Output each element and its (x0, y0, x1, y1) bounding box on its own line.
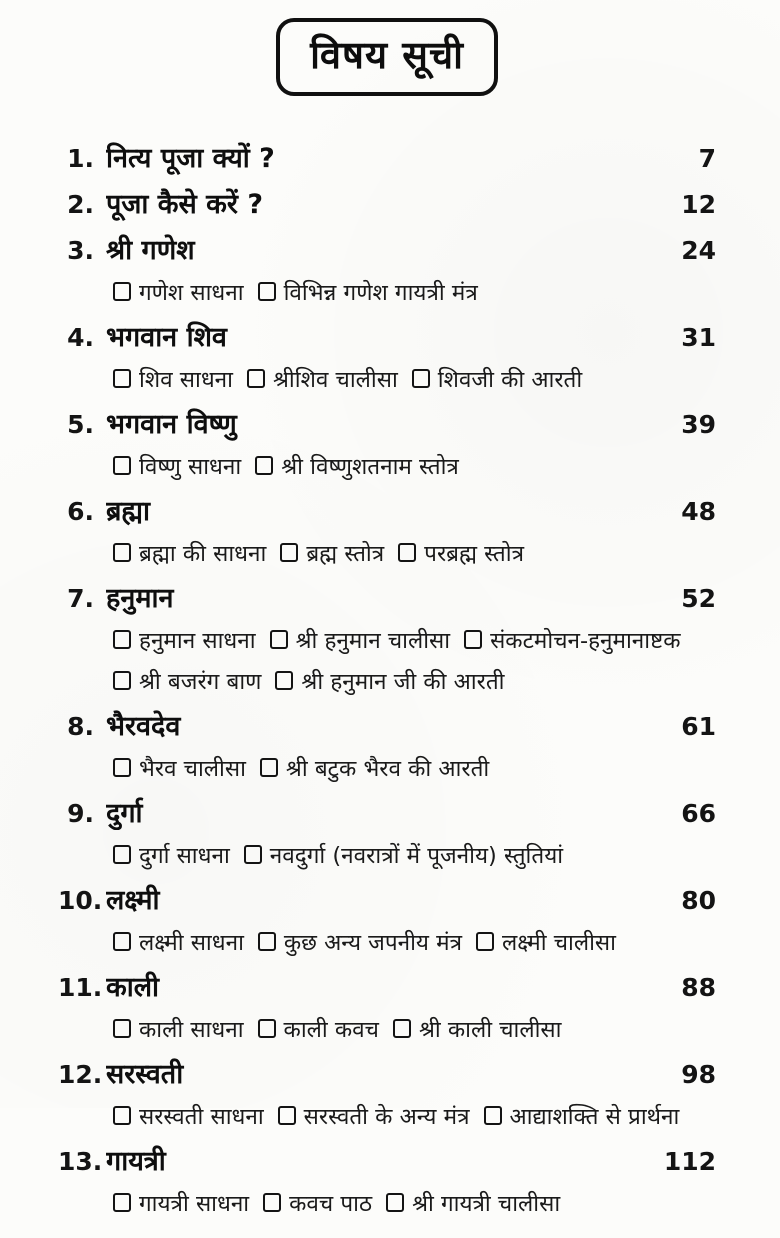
toc-entry-number: 9. (67, 799, 94, 828)
toc-entry (58, 578, 716, 615)
toc-subentry (386, 1187, 560, 1218)
toc-entry (58, 138, 716, 175)
toc-subentry-label: लक्ष्मी चालीसा (502, 930, 616, 956)
toc-subentry-row (58, 752, 716, 783)
toc-entry-title: पूजा कैसे करें ? (106, 189, 263, 220)
toc-subentry (113, 665, 261, 696)
toc-entry (58, 880, 716, 917)
toc-entry-title: ब्रह्मा (106, 496, 151, 527)
toc-subentry (476, 926, 616, 957)
toc-subentry-label: श्री विष्णुशतनाम स्तोत्र (281, 454, 459, 480)
toc-subentry (113, 1100, 264, 1131)
toc-subentry (412, 363, 582, 394)
toc-entry (58, 491, 716, 528)
toc-subentry-label: दुर्गा साधना (139, 843, 230, 869)
toc-subentry-row (58, 1187, 716, 1218)
toc-subentry-label: श्री बजरंग बाण (139, 669, 262, 695)
checkbox-bullet-icon (484, 1106, 502, 1125)
toc-entry-page-number: 61 (681, 712, 716, 741)
toc-subentry (247, 363, 398, 394)
checkbox-bullet-icon (270, 630, 288, 649)
toc-entry (58, 1141, 716, 1178)
toc-entry-title: हनुमान (106, 583, 174, 614)
toc-subentry (255, 450, 459, 481)
checkbox-bullet-icon (113, 456, 131, 475)
toc-entry-page-number: 88 (681, 973, 716, 1002)
toc-subentry-label: श्री हनुमान चालीसा (295, 628, 451, 654)
checkbox-bullet-icon (113, 932, 131, 951)
toc-subentry-label: शिव साधना (139, 367, 233, 393)
toc-subentry-label: भैरव चालीसा (139, 756, 246, 782)
toc-subentry-label: कुछ अन्य जपनीय मंत्र (283, 930, 463, 956)
toc-entry-page-number: 12 (681, 190, 716, 219)
toc-entry-page-number: 52 (681, 584, 716, 613)
toc-subentry (464, 624, 680, 655)
checkbox-bullet-icon (258, 1019, 276, 1038)
toc-entry-title: दुर्गा (106, 798, 143, 829)
toc-list (58, 138, 716, 1218)
toc-subentry-label: काली कवच (283, 1017, 379, 1043)
toc-subentry-label: श्री हनुमान जी की आरती (301, 669, 505, 695)
checkbox-bullet-icon (113, 845, 131, 864)
toc-entry-title: भगवान विष्णु (106, 409, 237, 440)
toc-entry-title: भगवान शिव (106, 322, 227, 353)
toc-entry-title: लक्ष्मी (106, 885, 160, 916)
toc-subentry-label: नवदुर्गा (नवरात्रों में पूजनीय) स्तुतियां (269, 843, 564, 869)
toc-entry-number: 6. (67, 497, 94, 526)
toc-subentry-label: सरस्वती साधना (139, 1104, 264, 1130)
toc-entry (58, 793, 716, 830)
checkbox-bullet-icon (258, 932, 276, 951)
checkbox-bullet-icon (247, 369, 265, 388)
toc-entry-number: 10. (58, 886, 103, 915)
toc-subentry-row (58, 624, 716, 655)
toc-subentry-row (58, 1013, 716, 1044)
toc-entry-page-number: 80 (681, 886, 716, 915)
toc-entry-number: 7. (67, 584, 94, 613)
toc-subentry (398, 537, 524, 568)
toc-subentry-row (58, 665, 716, 696)
toc-entry-page-number: 7 (698, 144, 716, 173)
toc-subentry-label: श्री गायत्री चालीसा (412, 1191, 561, 1217)
toc-subentry (484, 1100, 680, 1131)
toc-subentry (113, 1187, 249, 1218)
toc-subentry (258, 276, 478, 307)
toc-subentry-label: श्री काली चालीसा (418, 1017, 562, 1043)
toc-subentry (275, 665, 504, 696)
toc-entry-title: नित्य पूजा क्यों ? (106, 143, 275, 174)
toc-entry-number: 3. (67, 236, 94, 265)
checkbox-bullet-icon (260, 758, 278, 777)
toc-entry-page-number: 24 (681, 236, 716, 265)
checkbox-bullet-icon (280, 543, 298, 562)
toc-subentry (113, 926, 244, 957)
toc-subentry-label: लक्ष्मी साधना (139, 930, 244, 956)
toc-entry-number: 5. (67, 410, 94, 439)
toc-subentry-row (58, 276, 716, 307)
toc-entry-page-number: 66 (681, 799, 716, 828)
toc-entry-number: 8. (67, 712, 94, 741)
toc-entry-title: सरस्वती (106, 1059, 184, 1090)
checkbox-bullet-icon (464, 630, 482, 649)
toc-entry-title: काली (106, 972, 160, 1003)
checkbox-bullet-icon (393, 1019, 411, 1038)
toc-entry (58, 706, 716, 743)
toc-subentry (113, 624, 256, 655)
toc-subentry-row (58, 450, 716, 481)
toc-entry-title: श्री गणेश (106, 235, 195, 266)
toc-subentry-row (58, 926, 716, 957)
toc-subentry (113, 363, 233, 394)
toc-entry-page-number: 48 (681, 497, 716, 526)
checkbox-bullet-icon (113, 630, 131, 649)
toc-subentry-label: सरस्वती के अन्य मंत्र (303, 1104, 470, 1130)
toc-entry-page-number: 31 (681, 323, 716, 352)
checkbox-bullet-icon (113, 758, 131, 777)
toc-subentry-row (58, 1100, 716, 1131)
toc-subentry (278, 1100, 470, 1131)
toc-subentry (113, 839, 230, 870)
toc-subentry-label: विष्णु साधना (139, 454, 242, 480)
toc-entry-number: 4. (67, 323, 94, 352)
checkbox-bullet-icon (113, 1193, 131, 1212)
page-title: विषय सूची (276, 18, 498, 96)
checkbox-bullet-icon (263, 1193, 281, 1212)
toc-subentry-label: विभिन्न गणेश गायत्री मंत्र (283, 280, 478, 306)
toc-subentry-label: आद्याशक्ति से प्रार्थना (509, 1104, 680, 1130)
toc-entry-number: 11. (58, 973, 103, 1002)
checkbox-bullet-icon (255, 456, 273, 475)
checkbox-bullet-icon (278, 1106, 296, 1125)
toc-subentry (113, 276, 244, 307)
toc-subentry-label: कवच पाठ (289, 1191, 373, 1217)
toc-subentry (113, 450, 241, 481)
toc-entry-page-number: 39 (681, 410, 716, 439)
toc-subentry-row (58, 363, 716, 394)
toc-entry-number: 1. (67, 144, 94, 173)
toc-subentry (280, 537, 384, 568)
toc-entry (58, 967, 716, 1004)
checkbox-bullet-icon (113, 1106, 131, 1125)
toc-subentry-label: गणेश साधना (139, 280, 244, 306)
checkbox-bullet-icon (476, 932, 494, 951)
toc-subentry (113, 1013, 244, 1044)
toc-entry-number: 12. (58, 1060, 103, 1089)
checkbox-bullet-icon (398, 543, 416, 562)
toc-subentry (258, 926, 462, 957)
toc-entry (58, 404, 716, 441)
toc-entry (58, 230, 716, 267)
checkbox-bullet-icon (412, 369, 430, 388)
toc-entry-number: 13. (58, 1147, 103, 1176)
toc-entry (58, 1054, 716, 1091)
checkbox-bullet-icon (275, 671, 293, 690)
toc-subentry (258, 1013, 379, 1044)
toc-subentry-label: संकटमोचन-हनुमानाष्टक (490, 628, 681, 654)
toc-subentry-label: हनुमान साधना (139, 628, 256, 654)
toc-subentry (393, 1013, 562, 1044)
toc-entry (58, 317, 716, 354)
toc-entry-title: भैरवदेव (106, 711, 181, 742)
checkbox-bullet-icon (113, 282, 131, 301)
checkbox-bullet-icon (113, 1019, 131, 1038)
toc-entry (58, 184, 716, 221)
toc-subentry-label: ब्रह्म स्तोत्र (306, 541, 385, 567)
toc-subentry (260, 752, 489, 783)
toc-subentry (270, 624, 451, 655)
toc-subentry-row (58, 839, 716, 870)
toc-subentry-label: परब्रह्म स्तोत्र (424, 541, 525, 567)
toc-subentry (113, 752, 246, 783)
toc-entry-page-number: 112 (663, 1147, 716, 1176)
checkbox-bullet-icon (244, 845, 262, 864)
toc-subentry-label: शिवजी की आरती (437, 367, 583, 393)
checkbox-bullet-icon (113, 369, 131, 388)
checkbox-bullet-icon (258, 282, 276, 301)
toc-subentry (113, 537, 266, 568)
toc-subentry-label: ब्रह्मा की साधना (139, 541, 267, 567)
toc-subentry (263, 1187, 372, 1218)
toc-entry-page-number: 98 (681, 1060, 716, 1089)
toc-subentry-label: काली साधना (139, 1017, 244, 1043)
toc-subentry (244, 839, 563, 870)
toc-entry-number: 2. (67, 190, 94, 219)
checkbox-bullet-icon (113, 671, 131, 690)
toc-subentry-label: श्री बटुक भैरव की आरती (285, 756, 490, 782)
toc-subentry-label: श्रीशिव चालीसा (272, 367, 398, 393)
page-title-wrap (58, 18, 716, 96)
checkbox-bullet-icon (386, 1193, 404, 1212)
toc-subentry-row (58, 537, 716, 568)
toc-subentry-label: गायत्री साधना (139, 1191, 250, 1217)
checkbox-bullet-icon (113, 543, 131, 562)
toc-entry-title: गायत्री (106, 1146, 166, 1177)
